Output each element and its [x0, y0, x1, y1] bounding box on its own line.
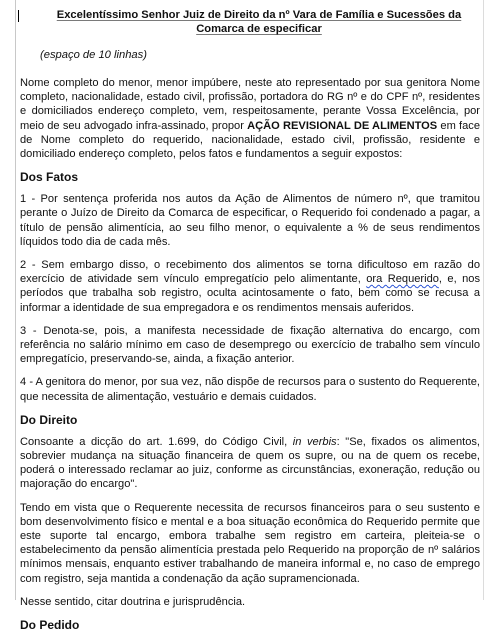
grammar-flag[interactable]: ora Requerido — [366, 273, 439, 286]
page-right-edge — [483, 0, 484, 600]
direito-paragraph-2[interactable]: Tendo em vista que o Requerente necessita de recursos financeiros para o seu sustento e bom desenvolvimento físico e mental e a boa situação econômica do Requerido permite que este suporte tal encargo, embora trabalhe sem registro em carteira, pleiteia-se o estabelecimento da pensão alimentícia prestada pelo Requerido na proporção de nº salários mínimos mensais, enquanto estiver trabalhando de maneira informal e, no caso de emprego com registro, seja mantida a condenação da ação supramencionada. — [20, 501, 480, 585]
fatos-paragraph-2[interactable] — [20, 258, 480, 315]
fatos-p2-text-1: 2 - Sem embargo disso, o recebimento dos alimentos se torna dificultoso em razão do exercício de atividade sem vínculo empregatício pelo alimentante, — [20, 259, 480, 286]
section-title-direito[interactable]: Do Direito — [20, 412, 78, 427]
direito-p1-text-2: : "Se, fixados os alimentos, sobrevier mudança na situação financeira de quem os supre, ou na de quem os recebe, poderá o interessado reclamar ao juiz, conforme as circunstâncias, exoneração, redução ou majoração do encargo". — [20, 435, 480, 491]
intro-text-1: Nome completo do menor, menor impúbere, neste ato representado por sua genitora Nome completo, nacionalidade, estado civil, profissão, portadora do RG nº e do CPF nº, residentes e domiciliados endereço completo, vem, respeitosamente, perante Vossa Excelência, por meio de seu advogado infra-assinado, propor — [20, 77, 480, 132]
intro-text-2: em face de Nome completo do requerido, nacionalidade, estado civil, profissão, residente e domiciliado endereço completo, pelos fatos e fundamentos a seguir expostos: — [20, 119, 480, 161]
action-title: AÇÃO REVISIONAL DE ALIMENTOS — [247, 119, 438, 132]
direito-p1-text-1: Consoante a dicção do art. 1.699, do Código Civil, — [20, 435, 293, 448]
direito-paragraph-1[interactable] — [20, 435, 480, 492]
spacing-note[interactable]: (espaço de 10 linhas) — [40, 49, 147, 61]
document-header[interactable]: Excelentíssimo Senhor Juiz de Direito da nº Vara de Família e Sucessões da Comarca de especificar — [56, 9, 462, 35]
intro-paragraph[interactable] — [20, 76, 480, 161]
direito-paragraph-3[interactable]: Nesse sentido, citar doutrina e jurisprudência. — [20, 595, 246, 608]
text-cursor — [18, 10, 19, 22]
page-left-edge — [15, 0, 16, 600]
section-title-pedido[interactable]: Do Pedido — [20, 618, 80, 633]
direito-p1-italic: in verbis — [292, 435, 337, 448]
fatos-paragraph-3[interactable]: 3 - Denota-se, pois, a manifesta necessidade de fixação alternativa do encargo, com referência no salário mínimo em caso de desemprego ou exercício de trabalho sem vínculo empregatício, preservando-se, ainda, a fixação anterior. — [20, 324, 480, 366]
section-title-fatos[interactable]: Dos Fatos — [20, 170, 79, 185]
fatos-p2-text-2: , e, nos períodos que trabalha sob registro, oculta acintosamente o fato, bem como se recusa a informar a identidade de sua empregadora e os rendimentos mensais auferidos. — [20, 273, 480, 314]
fatos-paragraph-4[interactable]: 4 - A genitora do menor, por sua vez, não dispõe de recursos para o sustento do Requerente, que necessita de alimentação, vestuário e demais cuidados. — [20, 376, 480, 403]
fatos-paragraph-1[interactable]: 1 - Por sentença proferida nos autos da Ação de Alimentos de número nº, que tramitou perante o Juízo de Direito da Comarca de especificar, o Requerido foi condenado a pagar, a título de pensão alimentícia, ao seu filho menor, o equivalente a % de seus rendimentos líquidos todo dia de cada mês. — [20, 193, 480, 248]
